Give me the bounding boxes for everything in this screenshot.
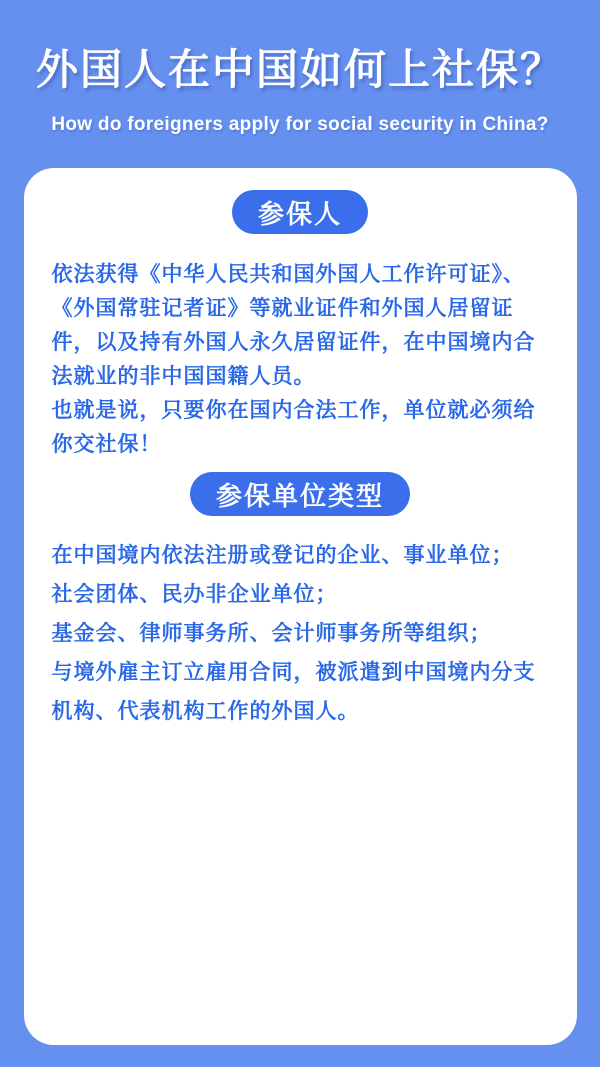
section-badge-insured-person: 参保人: [232, 190, 368, 234]
text-line: 机构、代表机构工作的外国人。: [51, 700, 360, 724]
text-line: 也就是说，只要你在国内合法工作，单位就必须给: [51, 399, 536, 423]
page-title: 外国人在中国如何上社保？: [35, 46, 564, 93]
text-line: 在中国境内依法注册或登记的企业、事业单位；: [51, 544, 514, 568]
text-line: 依法获得《中华人民共和国外国人工作许可证》、: [51, 263, 525, 287]
text-line: 与境外雇主订立雇用合同，被派遣到中国境内分支: [51, 661, 536, 685]
content-card: [24, 168, 577, 1045]
text-line: 社会团体、民办非企业单位；: [51, 583, 338, 607]
text-line: 基金会、律师事务所、会计师事务所等组织；: [51, 622, 492, 646]
text-line: 《外国常驻记者证》等就业证件和外国人居留证: [51, 297, 514, 321]
poster-header: [0, 0, 600, 138]
text-line: 法就业的非中国国籍人员。: [51, 365, 316, 389]
unit-types-paragraph: [52, 536, 549, 731]
section-badge-unit-types: 参保单位类型: [190, 472, 410, 516]
page-subtitle: How do foreigners apply for social security in China?: [51, 114, 549, 136]
text-line: 件，以及持有外国人永久居留证件，在中国境内合: [51, 331, 536, 355]
text-line: 你交社保！: [51, 433, 162, 457]
insured-person-paragraph: [52, 258, 549, 462]
